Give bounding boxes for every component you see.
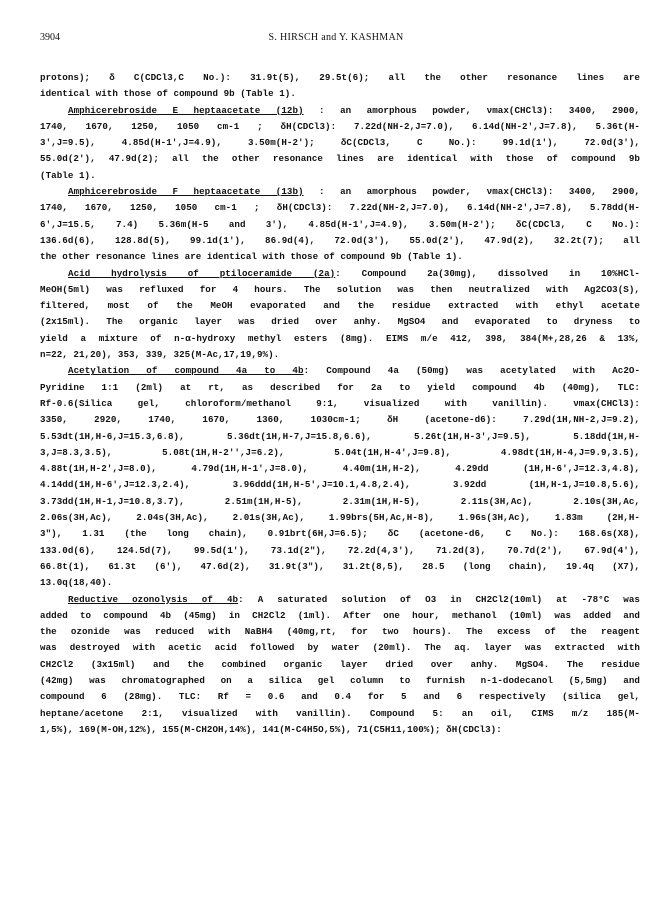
line-text: 1740, 1670, 1250, 1050 cm-1 ; δH(CDCl3): 7.22d(NH-2,J=7.0), 6.14d(NH-2',J=7.8), 5.78dd(H- <box>40 202 640 214</box>
text-line <box>40 640 640 656</box>
text-line <box>40 461 640 477</box>
running-header <box>40 32 632 46</box>
text-line <box>40 103 640 119</box>
text-line <box>40 184 640 200</box>
text-line <box>40 575 640 591</box>
text-line <box>40 526 640 542</box>
text-line <box>40 282 640 298</box>
line-text: heptane/acetone 2:1, visualized with vanillin). Compound 5: an oil, CIMS m/z 185(M- <box>40 707 640 719</box>
line-text: 66.8t(1), 61.3t (6'), 47.6d(2), 31.9t(3"), 31.2t(8,5), 28.5 (long chain), 19.4q (X7), <box>40 560 640 572</box>
line-text: : Compound 2a(30mg), dissolved in 10%HCl- <box>335 267 640 279</box>
text-line <box>40 86 640 102</box>
experimental-section-text <box>40 70 640 738</box>
text-line <box>40 331 640 347</box>
line-text: 5.53dt(1H,H-6,J=15.3,6.8), 5.36dt(1H,H-7,J=15.8,6.6), 5.26t(1H,H-3',J=9.5), 5.18dd(1H,H- <box>40 430 640 442</box>
section-heading: Amphicerebroside E heptaacetate (12b) <box>68 104 304 116</box>
line-text: 6',J=15.5, 7.4) 5.36m(H-5 and 3'), 4.85d(H-1',J=4.9), 3.50m(H-2'); δC(CDCl3, C No.): <box>40 218 640 230</box>
section-heading: Acid hydrolysis of ptiloceramide (2a) <box>68 267 336 279</box>
line-text: 4.14dd(1H,H-6',J=12.3,2.4), 3.96ddd(1H,H-5',J=10.1,4.8,2.4), 3.92dd (1H,H-1,J=10.8,5.6), <box>40 479 640 491</box>
text-line <box>40 135 640 151</box>
line-text: Pyridine 1:1 (2ml) at rt, as described for 2a to yield compound 4b (40mg), TLC: <box>40 381 640 393</box>
line-text: the ozonide was reduced with NaBH4 (40mg,rt, for two hours). The excess of the reagent <box>40 626 640 638</box>
line-text: (Table 1). <box>40 169 96 181</box>
text-line <box>40 266 640 282</box>
text-line <box>40 559 640 575</box>
line-text: 3',J=9.5), 4.85d(H-1',J=4.9), 3.50m(H-2'); δC(CDCl3, C No.): 99.1d(1'), 72.0d(3'), <box>40 137 640 149</box>
line-text: n=22, 21,20), 353, 339, 325(M-Ac,17,19,9%). <box>40 349 280 361</box>
text-line <box>40 592 640 608</box>
line-text: 3,J=8.3,3.5), 5.08t(1H,H-2'',J=6.2), 5.04t(1H,H-4',J=9.8), 4.98dt(1H,H-4,J=9.9,3.5), <box>40 446 640 458</box>
line-text: the other resonance lines are identical with those of compound 9b (Table 1). <box>40 251 463 263</box>
line-text: identical with those of compound 9b (Table 1). <box>40 88 296 100</box>
line-text: 13.0q(18,40). <box>40 577 113 589</box>
text-line <box>40 608 640 624</box>
text-line <box>40 429 640 445</box>
text-line <box>40 494 640 510</box>
text-line <box>40 200 640 216</box>
text-line <box>40 477 640 493</box>
line-text: yield a mixture of n-α-hydroxy methyl esters (8mg). EIMS m/e 412, 398, 384(M+,28,26 & 13%, <box>40 332 640 344</box>
line-text: 1,5%), 169(M-OH,12%), 155(M-CH2OH,14%), 141(M-C4H5O,5%), 71(C5H11,100%); δH(CDCl3): <box>40 723 502 735</box>
text-line <box>40 445 640 461</box>
text-line <box>40 151 640 167</box>
line-text: 55.0d(2'), 47.9d(2); all the other resonance lines are identical with those of compound 9b <box>40 153 640 165</box>
text-line <box>40 624 640 640</box>
text-line <box>40 689 640 705</box>
line-text: : an amorphous powder, νmax(CHCl3): 3400, 2900, <box>303 104 640 116</box>
section-heading: Acetylation of compound 4a to 4b <box>68 365 304 377</box>
line-text: compound 6 (28mg). TLC: Rf = 0.6 and 0.4 for 5 and 6 respectively (silica gel, <box>40 691 640 703</box>
text-line <box>40 543 640 559</box>
text-line <box>40 298 640 314</box>
text-line <box>40 233 640 249</box>
text-line <box>40 510 640 526</box>
line-text: : an amorphous powder, νmax(CHCl3): 3400, 2900, <box>303 186 640 198</box>
line-text: 3350, 2920, 1740, 1670, 1360, 1030cm-1; δH (acetone-d6): 7.29d(1H,NH-2,J=9.2), <box>40 414 640 426</box>
text-line <box>40 347 640 363</box>
section-heading: Amphicerebroside F heptaacetate (13b) <box>68 186 304 198</box>
text-line <box>40 249 640 265</box>
line-text: : A saturated solution of O3 in CH2Cl2(10ml) at -78°C was <box>238 593 640 605</box>
text-line <box>40 363 640 379</box>
line-text: filtered, most of the MeOH evaporated and the residue extracted with ethyl acetate <box>40 300 640 312</box>
line-text: 133.0d(6), 124.5d(7), 99.5d(1'), 73.1d(2"), 72.2d(4,3'), 71.2d(3), 70.7d(2'), 67.9d(4'), <box>40 544 640 556</box>
text-line <box>40 314 640 330</box>
text-line <box>40 396 640 412</box>
text-line <box>40 706 640 722</box>
line-text: CH2Cl2 (3x15ml) and the combined organic layer dried over anhy. MgSO4. The residue <box>40 658 640 670</box>
line-text: : Compound 4a (50mg) was acetylated with Ac2O- <box>303 365 640 377</box>
line-text: 4.88t(1H,H-2',J=8.0), 4.79d(1H,H-1',J=8.0), 4.40m(1H,H-2), 4.29dd (1H,H-6',J=12.3,4.8), <box>40 463 640 475</box>
text-line <box>40 119 640 135</box>
line-text: Rf-0.6(Silica gel, chloroform/methanol 9:1, visualized with vanillin). νmax(CHCl3): <box>40 397 640 409</box>
line-text: (2x15ml). The organic layer was dried over anhy. MgSO4 and evaporated to dryness to <box>40 316 640 328</box>
text-line <box>40 412 640 428</box>
text-line <box>40 70 640 86</box>
line-text: 1740, 1670, 1250, 1050 cm-1 ; δH(CDCl3): 7.22d(NH-2,J=7.0), 6.14d(NH-2',J=7.8), 5.36t(H- <box>40 120 640 132</box>
line-text: was destroyed with acetic acid followed by water (20ml). The aq. layer was extracted with <box>40 642 640 654</box>
line-text: 3"), 1.31 (the long chain), 0.91brt(6H,J=6.5); δC (acetone-d6, C No.): 168.6s(X8), <box>40 528 640 540</box>
page-number: 3904 <box>40 32 60 43</box>
line-text: added to compound 4b (45mg) in CH2Cl2 (1ml). After one hour, methanol (10ml) was added and <box>40 609 640 621</box>
text-line <box>40 673 640 689</box>
text-line <box>40 168 640 184</box>
line-text: 136.6d(6), 128.8d(5), 99.1d(1'), 86.9d(4), 72.0d(3'), 55.0d(2'), 47.9d(2), 32.2t(7); all <box>40 234 640 246</box>
line-text: protons); δ C(CDCl3,C No.): 31.9t(5), 29.5t(6); all the other resonance lines are <box>40 72 640 83</box>
line-text: 2.06s(3H,Ac), 2.04s(3H,Ac), 2.01s(3H,Ac), 1.99brs(5H,Ac,H-8), 1.96s(3H,Ac), 1.83m (2H,H- <box>40 512 640 524</box>
line-text: 3.73dd(1H,H-1,J=10.8,3.7), 2.51m(1H,H-5), 2.31m(1H,H-5), 2.11s(3H,Ac), 2.10s(3H,Ac, <box>40 495 640 507</box>
line-text: MeOH(5ml) was refluxed for 4 hours. The solution was then neutralized with Ag2CO3(S), <box>40 283 640 295</box>
text-line <box>40 380 640 396</box>
text-line <box>40 722 640 738</box>
text-line <box>40 657 640 673</box>
running-title: S. HIRSCH and Y. KASHMAN <box>268 32 404 43</box>
section-heading: Reductive ozonolysis of 4b <box>68 593 239 605</box>
line-text: (42mg) was chromatographed on a silica gel column to furnish n-1-dodecanol (5,5mg) and <box>40 674 640 686</box>
text-line <box>40 217 640 233</box>
